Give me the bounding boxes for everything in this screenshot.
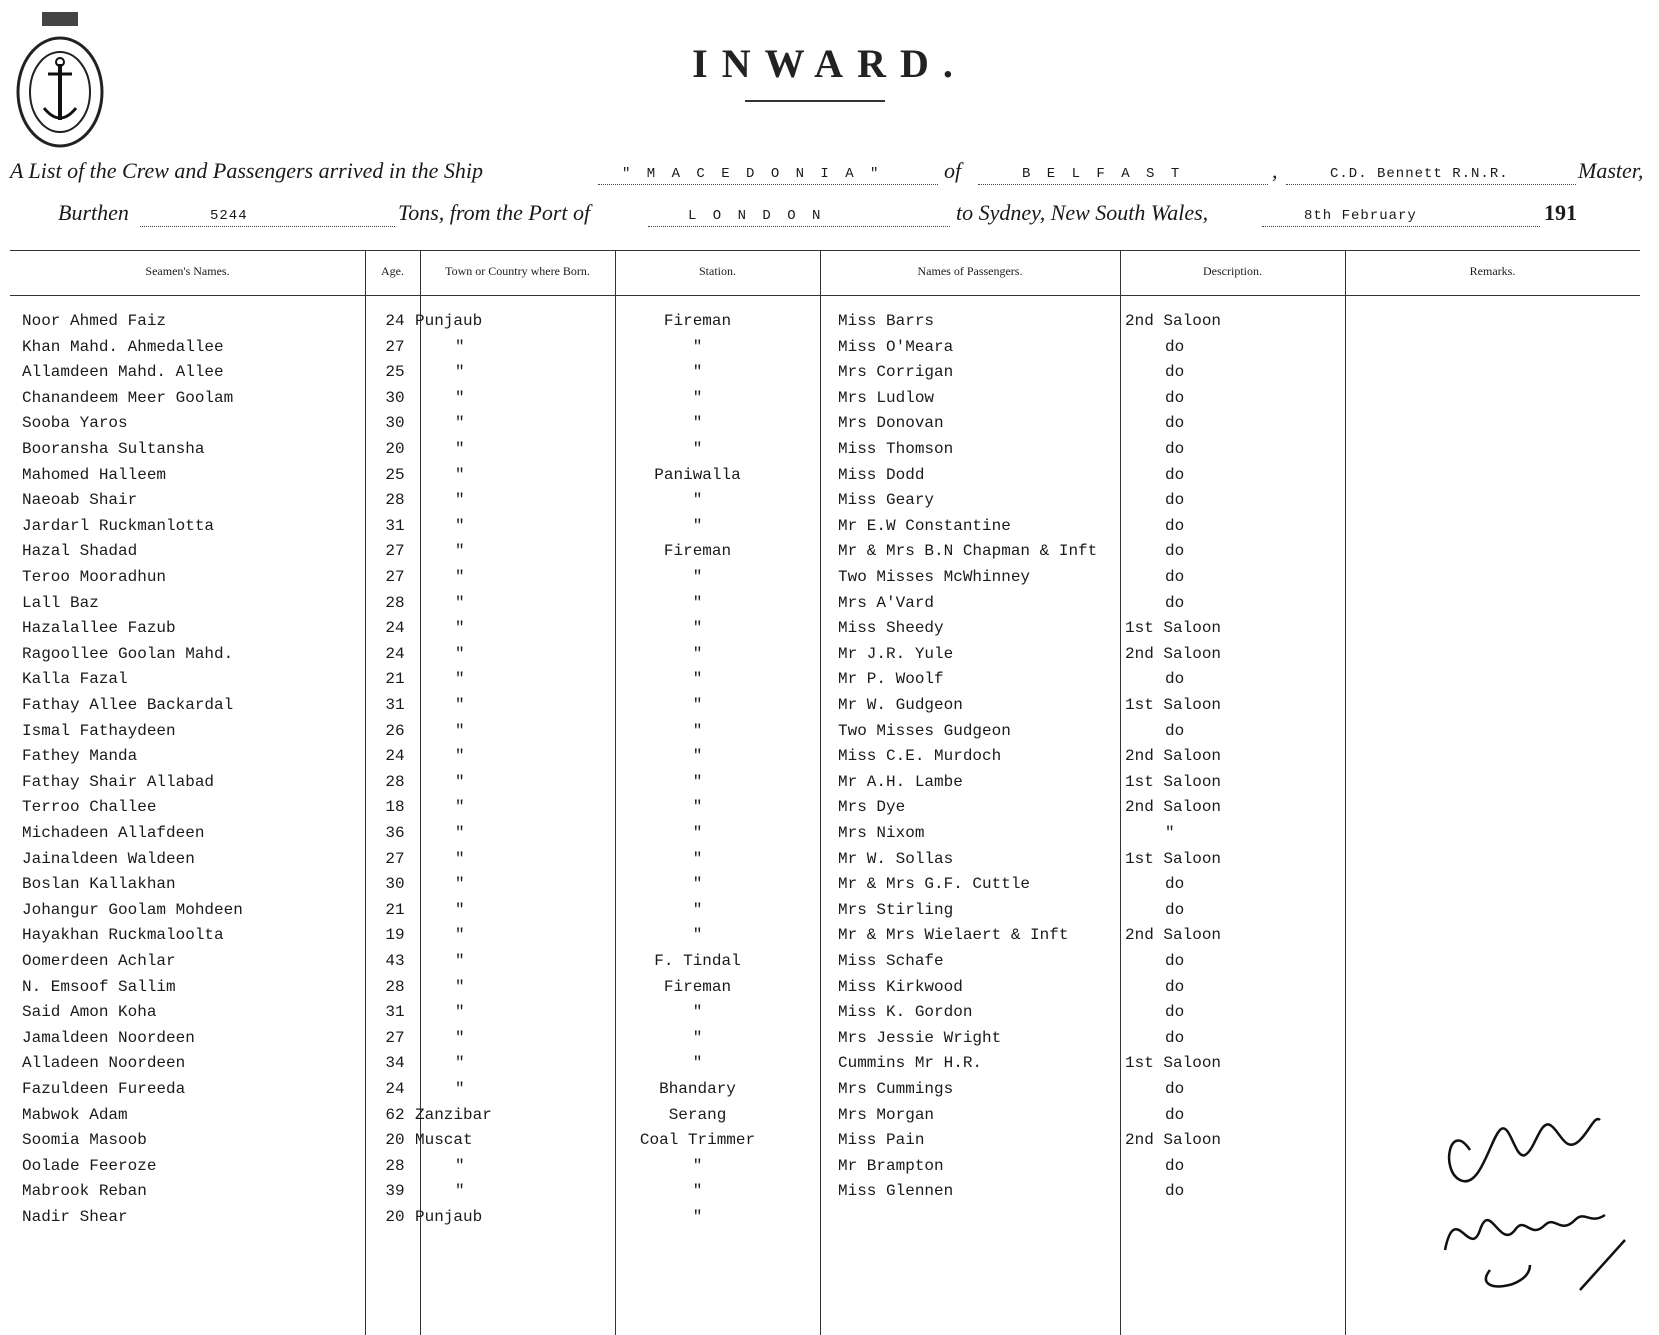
seaman-birthplace: " (455, 824, 465, 842)
title-rule (745, 100, 885, 102)
seaman-birthplace: " (455, 670, 465, 689)
seaman-birthplace: " (455, 747, 465, 766)
seaman-age: 27 (385, 542, 405, 561)
passenger-description: do (1165, 491, 1185, 510)
seaman-name: Noor Ahmed Faiz (22, 312, 167, 330)
passenger-description: do (1165, 440, 1185, 458)
table-row (10, 594, 1640, 620)
passenger-name: Miss Thomson (838, 440, 954, 458)
seaman-age: 18 (385, 798, 405, 817)
seaman-age: 43 (385, 952, 405, 970)
seaman-name: Mabwok Adam (22, 1105, 128, 1124)
seaman-station: Fireman (663, 542, 732, 561)
document-title: INWARD. (692, 41, 967, 86)
seaman-birthplace: " (455, 696, 465, 714)
passenger-description: 2nd Saloon (1125, 747, 1222, 766)
seaman-birthplace: " (455, 440, 465, 458)
passenger-name: Miss Geary (838, 491, 935, 510)
seaman-age: 31 (385, 516, 405, 535)
table-row (10, 1182, 1640, 1208)
passenger-description: " (1165, 824, 1175, 842)
seaman-name: Mahomed Halleem (22, 465, 167, 484)
seaman-station: F. Tindal (654, 952, 741, 970)
seaman-name: Jainaldeen Waldeen (22, 849, 195, 868)
seaman-name: Jamaldeen Noordeen (22, 1028, 195, 1047)
master-name: C.D. Bennett R.N.R. (1330, 166, 1509, 182)
passenger-description: do (1165, 568, 1185, 586)
burthen-field (140, 200, 395, 227)
col-header-description: Description. (1203, 264, 1262, 278)
passenger-description: 1st Saloon (1125, 696, 1222, 714)
table-top-rule (10, 250, 1640, 251)
seaman-station: " (692, 516, 703, 535)
passenger-description: 1st Saloon (1125, 619, 1222, 638)
passenger-name: Mrs Donovan (838, 414, 944, 433)
table-row (10, 568, 1640, 594)
seaman-birthplace: " (455, 644, 465, 663)
seaman-age: 25 (385, 465, 405, 484)
master-signature (1430, 1100, 1630, 1300)
table-row (10, 824, 1640, 850)
seaman-birthplace: " (455, 1003, 465, 1022)
seaman-name: Lall Baz (22, 593, 99, 612)
seaman-age: 20 (385, 1131, 405, 1150)
table-row (10, 466, 1640, 492)
comma: , (1272, 158, 1278, 183)
passenger-description: do (1165, 337, 1185, 356)
seaman-age: 34 (385, 1054, 405, 1073)
passenger-description: do (1165, 516, 1185, 535)
seaman-age: 24 (385, 619, 405, 638)
table-row (10, 389, 1640, 415)
seaman-name: Allamdeen Mahd. Allee (22, 363, 224, 382)
seaman-station: " (692, 875, 703, 894)
seaman-birthplace: " (455, 593, 465, 612)
passenger-description: 2nd Saloon (1125, 798, 1222, 817)
passenger-name: Miss Pain (838, 1131, 925, 1150)
passenger-description: do (1165, 1105, 1185, 1124)
of-label: of (944, 158, 962, 183)
passenger-description: do (1165, 542, 1185, 561)
seaman-name: Ismal Fathaydeen (22, 721, 176, 740)
passenger-name: Mr Brampton (838, 1156, 944, 1175)
table-row (10, 1029, 1640, 1055)
seaman-birthplace: Zanzibar (415, 1105, 492, 1124)
table-row (10, 798, 1640, 824)
seaman-name: Hayakhan Ruckmaloolta (22, 926, 224, 945)
seaman-age: 28 (385, 491, 405, 510)
destination-label: to Sydney, New South Wales, (956, 200, 1209, 225)
passenger-name: Miss C.E. Murdoch (838, 747, 1002, 766)
passenger-name: Miss Glennen (838, 1182, 954, 1201)
burthen-value: 5244 (210, 208, 248, 224)
seaman-name: Ragoollee Goolan Mahd. (22, 644, 234, 663)
seaman-birthplace: " (455, 875, 465, 894)
from-port: L O N D O N (688, 208, 825, 224)
port-of-registry: B E L F A S T (1022, 166, 1184, 182)
passenger-name: Miss Schafe (838, 952, 944, 970)
passenger-name: Two Misses McWhinney (838, 568, 1031, 586)
passenger-name: Mrs Corrigan (838, 363, 954, 382)
seaman-age: 20 (385, 1208, 405, 1226)
seaman-birthplace: Muscat (415, 1131, 473, 1150)
seaman-station: " (692, 414, 703, 433)
passenger-name: Mr P. Woolf (838, 670, 944, 689)
table-row (10, 440, 1640, 466)
table-row (10, 747, 1640, 773)
table-row (10, 542, 1640, 568)
seaman-birthplace: " (455, 977, 465, 996)
seaman-station: " (692, 337, 703, 356)
passenger-name: Cummins Mr H.R. (838, 1054, 983, 1073)
seaman-age: 19 (385, 926, 405, 945)
seaman-age: 62 (385, 1105, 405, 1124)
passenger-description: do (1165, 388, 1185, 407)
table-row (10, 619, 1640, 645)
seaman-name: Hazal Shadad (22, 542, 138, 561)
seaman-age: 30 (385, 388, 405, 407)
seaman-station: " (692, 1182, 703, 1201)
passenger-name: Mr W. Gudgeon (838, 696, 963, 714)
seaman-station: " (692, 568, 703, 586)
seaman-birthplace: " (455, 363, 465, 382)
passenger-description: 2nd Saloon (1125, 926, 1222, 945)
seaman-birthplace: " (455, 798, 465, 817)
master-label: Master, (1578, 158, 1644, 183)
passenger-description: 2nd Saloon (1125, 312, 1222, 330)
seaman-station: " (692, 1028, 703, 1047)
seaman-age: 27 (385, 568, 405, 586)
arrival-date: 8th February (1304, 208, 1417, 224)
passenger-description: 2nd Saloon (1125, 1131, 1222, 1150)
table-row (10, 363, 1640, 389)
seaman-station: " (692, 900, 703, 919)
seaman-name: Kalla Fazal (22, 670, 128, 689)
seaman-name: Terroo Challee (22, 798, 157, 817)
seaman-name: Chanandeem Meer Goolam (22, 388, 234, 407)
seaman-age: 27 (385, 337, 405, 356)
seaman-birthplace: " (455, 619, 465, 638)
table-row (10, 1131, 1640, 1157)
ship-name: " M A C E D O N I A " (622, 166, 883, 182)
seaman-station: Paniwalla (654, 465, 741, 484)
table-row (10, 1106, 1640, 1132)
seaman-birthplace: " (455, 337, 465, 356)
seaman-age: 21 (385, 670, 405, 689)
seaman-age: 28 (385, 1156, 405, 1175)
seaman-age: 27 (385, 849, 405, 868)
seaman-name: Soomia Masoob (22, 1131, 147, 1150)
seaman-name: Alladeen Noordeen (22, 1054, 186, 1073)
passenger-description: 1st Saloon (1125, 849, 1222, 868)
passenger-description: do (1165, 1028, 1185, 1047)
seaman-name: Said Amon Koha (22, 1003, 157, 1022)
burthen-label: Burthen (58, 200, 129, 225)
seaman-station: " (692, 849, 703, 868)
seaman-age: 28 (385, 593, 405, 612)
seaman-age: 24 (385, 747, 405, 766)
seaman-station: " (692, 1208, 703, 1226)
passenger-name: Mrs A'Vard (838, 593, 935, 612)
passenger-name: Mrs Morgan (838, 1105, 935, 1124)
seaman-station: " (692, 619, 703, 638)
passenger-description: 1st Saloon (1125, 772, 1222, 791)
seaman-station: " (692, 696, 703, 714)
seaman-station: " (692, 1054, 703, 1073)
seaman-birthplace: " (455, 1080, 465, 1098)
seaman-birthplace: Punjaub (415, 312, 483, 330)
passenger-description: 1st Saloon (1125, 1054, 1222, 1073)
seaman-name: Mabrook Reban (22, 1182, 147, 1201)
seaman-age: 24 (385, 644, 405, 663)
passenger-name: Mrs Ludlow (838, 388, 935, 407)
seaman-birthplace: " (455, 952, 465, 970)
passenger-name: Miss Dodd (838, 465, 925, 484)
seaman-birthplace: " (455, 388, 465, 407)
seaman-station: " (692, 491, 703, 510)
seaman-name: Jardarl Ruckmanlotta (22, 516, 215, 535)
seaman-birthplace: " (455, 568, 465, 586)
passenger-name: Miss K. Gordon (838, 1003, 973, 1022)
passenger-name: Mr E.W Constantine (838, 516, 1011, 535)
seaman-birthplace: " (455, 465, 465, 484)
col-header-passengers: Names of Passengers. (917, 264, 1023, 278)
seaman-birthplace: " (455, 1156, 465, 1175)
passenger-description: do (1165, 414, 1185, 433)
seaman-birthplace: " (455, 772, 465, 791)
seaman-birthplace: " (455, 849, 465, 868)
seaman-birthplace: " (455, 721, 465, 740)
passenger-description: do (1165, 875, 1185, 894)
passenger-name: Two Misses Gudgeon (838, 721, 1011, 740)
table-row (10, 1080, 1640, 1106)
seaman-age: 24 (385, 312, 405, 330)
col-header-remarks: Remarks. (1469, 264, 1516, 278)
seaman-birthplace: " (455, 900, 465, 919)
passenger-name: Mrs Nixom (838, 824, 925, 842)
seaman-station: " (692, 926, 703, 945)
passenger-description: do (1165, 1080, 1185, 1098)
seaman-name: Nadir Shear (22, 1208, 128, 1226)
table-row (10, 926, 1640, 952)
seaman-birthplace: " (455, 1028, 465, 1047)
passenger-description: do (1165, 1156, 1185, 1175)
seaman-station: " (692, 644, 703, 663)
seaman-birthplace: " (455, 516, 465, 535)
seaman-age: 31 (385, 1003, 405, 1022)
table-row (10, 491, 1640, 517)
seaman-birthplace: " (455, 1182, 465, 1201)
passenger-description: do (1165, 465, 1185, 484)
passenger-name: Mr & Mrs G.F. Cuttle (838, 875, 1031, 894)
table-header-rule (10, 295, 1640, 296)
passenger-name: Miss O'Meara (838, 337, 954, 356)
table-row (10, 1003, 1640, 1029)
seaman-name: N. Emsoof Sallim (22, 977, 176, 996)
seaman-age: 30 (385, 875, 405, 894)
seaman-birthplace: " (455, 542, 465, 561)
header-line-1 (0, 158, 1659, 198)
seaman-name: Boslan Kallakhan (22, 875, 176, 894)
seaman-name: Hazalallee Fazub (22, 619, 176, 638)
table-row (10, 1054, 1640, 1080)
table-row (10, 645, 1640, 671)
seaman-station: " (692, 363, 703, 382)
seaman-station: Serang (668, 1105, 727, 1124)
seaman-age: 20 (385, 440, 405, 458)
passenger-name: Mr W. Sollas (838, 849, 954, 868)
seaman-station: " (692, 798, 703, 817)
table-row (10, 978, 1640, 1004)
seaman-station: Fireman (663, 977, 732, 996)
passenger-name: Mrs Cummings (838, 1080, 954, 1098)
seaman-station: " (692, 440, 703, 458)
table-row (10, 517, 1640, 543)
table-row (10, 850, 1640, 876)
seaman-station: " (692, 747, 703, 766)
seaman-station: Bhandary (659, 1080, 736, 1098)
table-row (10, 414, 1640, 440)
seaman-name: Sooba Yaros (22, 414, 128, 433)
table-row (10, 901, 1640, 927)
seaman-station: Fireman (663, 312, 732, 330)
passenger-description: do (1165, 1003, 1185, 1022)
tons-label: Tons, from the Port of (398, 200, 591, 225)
seaman-name: Oomerdeen Achlar (22, 952, 176, 970)
seaman-station: " (692, 388, 703, 407)
seaman-age: 39 (385, 1182, 405, 1201)
col-header-age: Age. (381, 264, 404, 278)
passenger-description: do (1165, 363, 1185, 382)
seaman-name: Fathey Manda (22, 747, 138, 766)
col-header-seamen: Seamen's Names. (145, 264, 230, 278)
seaman-station: " (692, 721, 703, 740)
seaman-name: Fazuldeen Fureeda (22, 1080, 186, 1098)
passenger-description: do (1165, 670, 1185, 689)
table-row (10, 696, 1640, 722)
seaman-station: " (692, 772, 703, 791)
passenger-name: Mr & Mrs B.N Chapman & Inft (838, 542, 1098, 561)
seaman-station: " (692, 824, 703, 842)
passenger-description: do (1165, 952, 1185, 970)
seaman-birthplace: " (455, 414, 465, 433)
passenger-name: Mr & Mrs Wielaert & Inft (838, 926, 1069, 945)
table-row (10, 1208, 1640, 1234)
year: 191 (1544, 200, 1577, 225)
passenger-description: do (1165, 721, 1185, 740)
passenger-name: Mrs Stirling (838, 900, 954, 919)
seaman-birthplace: " (455, 1054, 465, 1073)
seaman-name: Oolade Feeroze (22, 1156, 157, 1175)
passenger-description: do (1165, 977, 1185, 996)
list-caption: A List of the Crew and Passengers arrived in the Ship (10, 158, 483, 183)
passenger-name: Mr J.R. Yule (838, 644, 954, 663)
table-row (10, 773, 1640, 799)
seaman-station: " (692, 670, 703, 689)
passenger-description: do (1165, 1182, 1185, 1201)
col-header-born: Town or Country where Born. (445, 264, 590, 278)
seaman-age: 28 (385, 772, 405, 791)
table-row (10, 1157, 1640, 1183)
seaman-age: 21 (385, 900, 405, 919)
seaman-station: Coal Trimmer (639, 1131, 756, 1150)
passenger-description: do (1165, 900, 1185, 919)
passenger-name: Mr A.H. Lambe (838, 772, 963, 791)
seaman-age: 24 (385, 1080, 405, 1098)
passenger-name: Mrs Jessie Wright (838, 1028, 1002, 1047)
passenger-name: Miss Barrs (838, 312, 935, 330)
seaman-age: 27 (385, 1028, 405, 1047)
seaman-station: " (692, 1156, 703, 1175)
passenger-name: Mrs Dye (838, 798, 906, 817)
header-line-2 (0, 200, 1659, 240)
passenger-name: Miss Kirkwood (838, 977, 963, 996)
seaman-name: Teroo Mooradhun (22, 568, 167, 586)
passenger-name: Miss Sheedy (838, 619, 944, 638)
seaman-birthplace: Punjaub (415, 1208, 483, 1226)
table-row (10, 338, 1640, 364)
seaman-name: Michadeen Allafdeen (22, 824, 205, 842)
seaman-age: 25 (385, 363, 405, 382)
seaman-age: 31 (385, 696, 405, 714)
crew-passenger-table (10, 250, 1640, 1335)
seaman-name: Khan Mahd. Ahmedallee (22, 337, 224, 356)
passenger-description: do (1165, 593, 1185, 612)
seaman-age: 30 (385, 414, 405, 433)
seaman-birthplace: " (455, 491, 465, 510)
seaman-name: Booransha Sultansha (22, 440, 205, 458)
seaman-name: Fathay Allee Backardal (22, 696, 234, 714)
table-row (10, 312, 1640, 338)
seaman-age: 36 (385, 824, 405, 842)
seaman-station: " (692, 1003, 703, 1022)
col-header-station: Station. (698, 264, 736, 278)
table-row (10, 670, 1640, 696)
seaman-name: Fathay Shair Allabad (22, 772, 215, 791)
seaman-name: Naeoab Shair (22, 491, 138, 510)
seaman-age: 28 (385, 977, 405, 996)
seaman-birthplace: " (455, 926, 465, 945)
table-row (10, 952, 1640, 978)
seaman-station: " (692, 593, 703, 612)
table-row (10, 875, 1640, 901)
seaman-age: 26 (385, 721, 405, 740)
passenger-description: 2nd Saloon (1125, 644, 1222, 663)
seaman-name: Johangur Goolam Mohdeen (22, 900, 243, 919)
table-row (10, 722, 1640, 748)
